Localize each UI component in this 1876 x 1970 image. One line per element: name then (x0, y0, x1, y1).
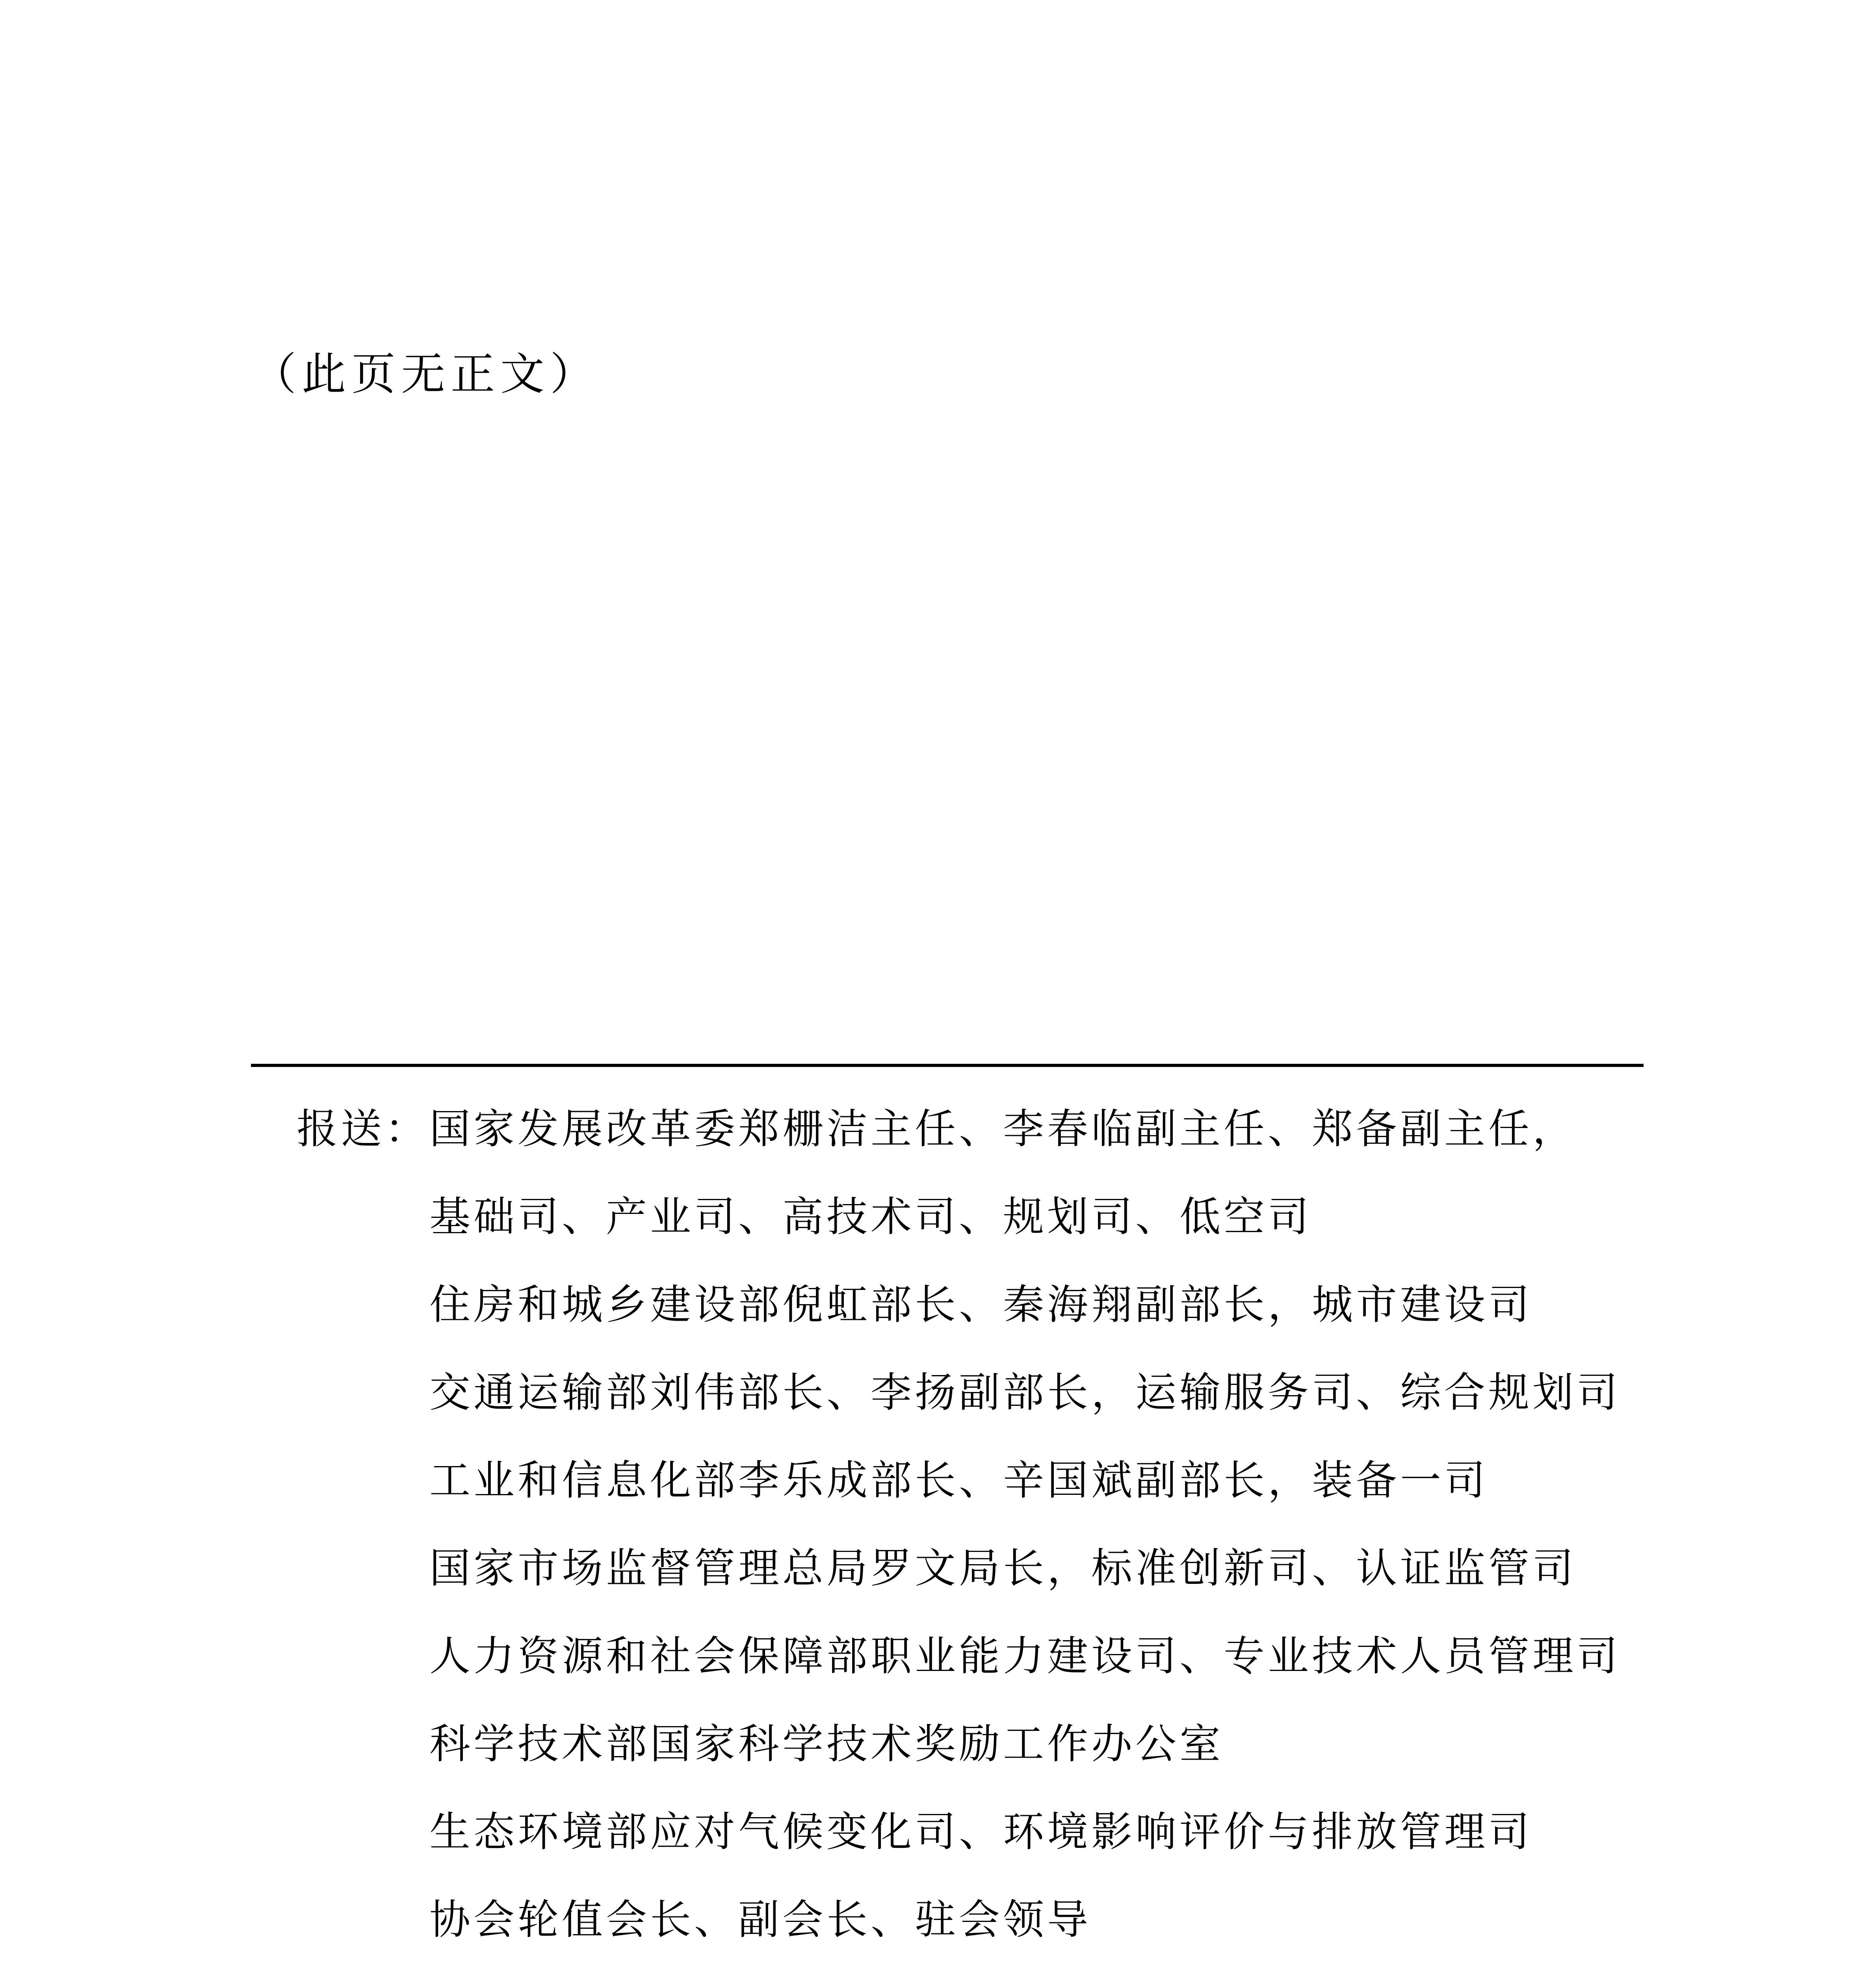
report-to-line-2: 基础司、产业司、高技术司、规划司、低空司 (429, 1193, 1312, 1241)
report-to-line-9: 生态环境部应对气候变化司、环境影响评价与排放管理司 (429, 1808, 1533, 1856)
report-to-line-3: 住房和城乡建设部倪虹部长、秦海翔副部长，城市建设司 (429, 1280, 1533, 1329)
report-to-line-8: 科学技术部国家科学技术奖励工作办公室 (429, 1720, 1224, 1768)
report-to-line-5: 工业和信息化部李乐成部长、辛国斌副部长，装备一司 (429, 1456, 1489, 1504)
report-to-line-6: 国家市场监督管理总局罗文局长，标准创新司、认证监管司 (429, 1544, 1577, 1592)
report-to-line-4: 交通运输部刘伟部长、李扬副部长，运输服务司、综合规划司 (429, 1368, 1621, 1416)
report-to-label: 报送： (297, 1105, 429, 1153)
no-body-note: （此页无正文） (252, 349, 600, 400)
report-to-line-1: 国家发展改革委郑栅洁主任、李春临副主任、郑备副主任， (429, 1105, 1577, 1153)
top-divider (251, 1064, 1644, 1067)
report-to-line-7: 人力资源和社会保障部职业能力建设司、专业技术人员管理司 (429, 1632, 1621, 1680)
report-to-line-10: 协会轮值会长、副会长、驻会领导 (429, 1896, 1092, 1944)
